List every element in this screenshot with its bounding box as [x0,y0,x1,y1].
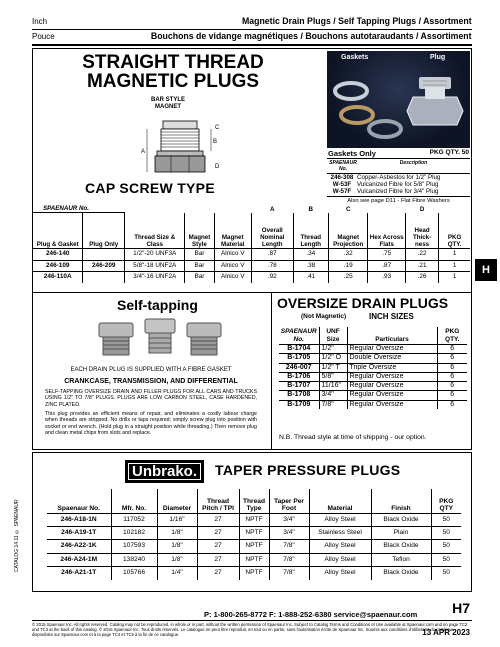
table-row: B-1704 1/2" Regular Oversize 6 [279,345,467,354]
spec-letter-c: C [345,205,351,213]
svg-text:B: B [213,139,218,145]
straight-thread-panel [32,48,472,293]
table-row: 246-A18-1N 117052 1/16" 27 NPTF 3/4" Alloy Steel Black Oxide 50 [47,513,461,526]
header-left-en: Inch [32,17,48,26]
gaskets-only-table [327,149,470,205]
diagram-label: BAR STYLE MAGNET [151,97,186,110]
spec-spaenaur-heading: SPAENAUR No. [33,205,125,213]
taper-plug-table [47,489,461,580]
oversize-subtitle: (Not Magnetic) [301,313,347,320]
footer-legal-text: © 2015 Spaenaur Inc. All rights reserved. Catalog may not be reproduced, in whole or in part, without the written permission of Spaenaur Inc. Subject to Catalog Terms and Conditions of Use available at Spaenaur.com and on page TC2 and TC3 at the back of this catalog. © 2015 Spaenaur Inc. Tous droits réservés. Le catalogue ne peut être reproduit, en tout ou en partie, sans l'autorisation écrite de Spaenaur Inc. Soumis aux conditions d'utilisation du catalogue disponibles sur Spaenaur.com et à la page TC4 et TC5 à la fin de ce catalogue. [32,620,472,637]
oversize-subtitle-inch: INCH SIZES [369,312,414,321]
oversize-header: Particulars [347,327,437,345]
divider [271,293,272,450]
taper-header: Thread Pitch / TPI [197,489,239,513]
gasket-note: Also see page D11 - Flat Fibre Washers [327,196,470,205]
gaskets-col-headers: SPAENAUR No. Description [327,159,470,174]
photo-image [327,63,470,147]
spec-header: Magnet Projection [328,213,368,249]
self-tapping-plugs-image [95,317,225,361]
spec-header: Overall Nominal Length [251,213,293,249]
spec-letter-d: D [419,205,425,213]
svg-text:A: A [141,149,146,155]
spec-header: Head Thick-ness [405,213,438,249]
svg-text:D: D [215,164,220,170]
spec-header: Magnet Style [185,213,214,249]
spec-letter-a: A [270,205,275,213]
table-row: 246-007 1/2" T Triple Oversize 6 [279,363,467,372]
unbrako-panel [32,452,472,592]
spec-header: Magnet Material [214,213,251,249]
photo-label-plug: Plug [430,54,446,61]
side-catalog-text: CATALOG 14.11 © SPAENAUR [14,499,20,572]
cap-screw-title: CAP SCREW TYPE [85,180,215,196]
table-row: 246-140 1/2"-20 UNF3A Bar Alnico V .87 .34 .32 .75 .22 1 [33,249,470,261]
table-row: B-1708 3/4" Regular Oversize 6 [279,391,467,400]
spec-header: Thread Length [293,213,328,249]
self-tapping-title: Self-tapping [117,297,198,313]
oversize-note: N.B. Thread style at time of shipping - our option. [279,434,427,441]
taper-header: Thread Type [239,489,269,513]
header-row-fr [32,31,472,46]
header-right-fr: Bouchons de vidange magnétiques / Bouchons autotaraudants / Assortiment [151,31,472,42]
spec-header: PKG QTY. [439,213,470,249]
table-row: 246-A22-1K 107593 1/8" 27 NPTF 7/8" Alloy Steel Black Oxide 50 [47,540,461,553]
taper-header: Material [309,489,371,513]
footer-contact: P: 1-800-265-8772 F: 1-888-252-6380 service@spaenaur.com [204,610,418,619]
page-number: H7 [452,600,470,616]
unbrako-logo: Unbrako. [125,460,204,483]
table-row: B-1706 5/8" Regular Oversize 6 [279,372,467,381]
gaskets-only-heading: Gaskets Only PKG QTY. 50 [328,149,469,158]
table-row: 246-109 246-209 5/8"-18 UNF2A Bar Alnico V .78 .38 .19 .87 .21 1 [33,260,470,272]
spec-letter-b: B [308,205,313,213]
self-tapping-caption: EACH DRAIN PLUG IS SUPPLIED WITH A FIBRE GASKET [70,367,232,373]
gasket-row: W-57F Vulcanized Fibre for 3/4" Plug [332,188,439,196]
header-left-fr: Pouce [32,32,55,41]
table-row: 246-110A 3/4"-16 UNF2A Bar Alnico V .92 .41 .25 .93 .26 1 [33,272,470,283]
table-row: 246-A19-1T 102182 1/8" 27 NPTF 3/4" Stainless Steel Plain 50 [47,526,461,539]
table-row: B-1707 11/16" Regular Oversize 6 [279,382,467,391]
gasket-row: W-53F Vulcanized Fibre for 5/8" Plug [332,181,439,189]
taper-header: Finish [371,489,431,513]
taper-header: Spaenaur No. [57,504,100,512]
oversize-table [279,327,467,409]
oversize-header: SPAENAUR No. [280,328,317,343]
unbrako-title: TAPER PRESSURE PLUGS [215,462,401,478]
spec-header: Plug & Gasket [36,241,79,248]
header-row-en [32,14,472,30]
table-row: 246-A24-1M 138240 1/8" 27 NPTF 7/8" Alloy Steel Teflon 50 [47,553,461,566]
self-tapping-para2: This plug provides an efficient means of repair, and eliminates a costly labour charge when threads are stripped. No drills or taps required; simply screw plug into position with socket or end wrench. (Hold plug in a straight position while threading.) Then remove plug and clean metal chips from slots and replace. [45,411,257,437]
gasket-row: 246-308 Copper-Asbestos for 1/2" Plug [330,174,441,181]
taper-header: Taper Per Foot [269,489,309,513]
magnetic-plug-spec-table [33,205,470,283]
header-right-en: Magnetic Drain Plugs / Self Tapping Plugs / Assortment [242,16,472,27]
section-tab-h[interactable]: H [475,259,497,281]
spec-header: Plug Only [83,213,125,249]
taper-header: PKG QTY [431,489,461,513]
taper-header: Diameter [157,489,197,513]
oversize-header: PKG QTY. [437,327,467,345]
plug-diagram [133,113,243,179]
svg-text:C: C [215,125,220,131]
spec-header: Thread Size & Class [125,213,185,249]
table-row: B-1709 7/8" Regular Oversize 6 [279,400,467,409]
table-row: B-1705 1/2" O Double Oversize 6 [279,354,467,363]
self-tapping-subtitle: CRANKCASE, TRANSMISSION, AND DIFFERENTIAL [64,378,238,385]
straight-title: STRAIGHT THREAD MAGNETIC PLUGS [82,52,264,92]
oversize-header: UNF Size [319,327,347,345]
gaskets-plug-photo [327,51,470,148]
oversize-title: OVERSIZE DRAIN PLUGS [277,295,449,311]
self-tapping-oversize-panel [32,293,472,450]
spec-header: Hex Across Flats [368,213,405,249]
photo-label-gaskets: Gaskets [341,54,369,61]
footer-date: 13 APR 2023 [422,628,470,637]
taper-header: Mfr. No. [111,489,157,513]
self-tapping-para1: SELF-TAPPING OVERSIZE DRAIN AND FILLER PLUGS FOR ALL CARS AND TRUCKS USING 1/2" TO 7/8" PLUGS. PLUGS ARE LOW CARBON STEEL, CASE HARDENED, ZINC PLATED. [45,389,257,408]
table-row: 246-A21-1T 105766 1/4" 27 NPTF 7/8" Alloy Steel Black Oxide 50 [47,567,461,580]
